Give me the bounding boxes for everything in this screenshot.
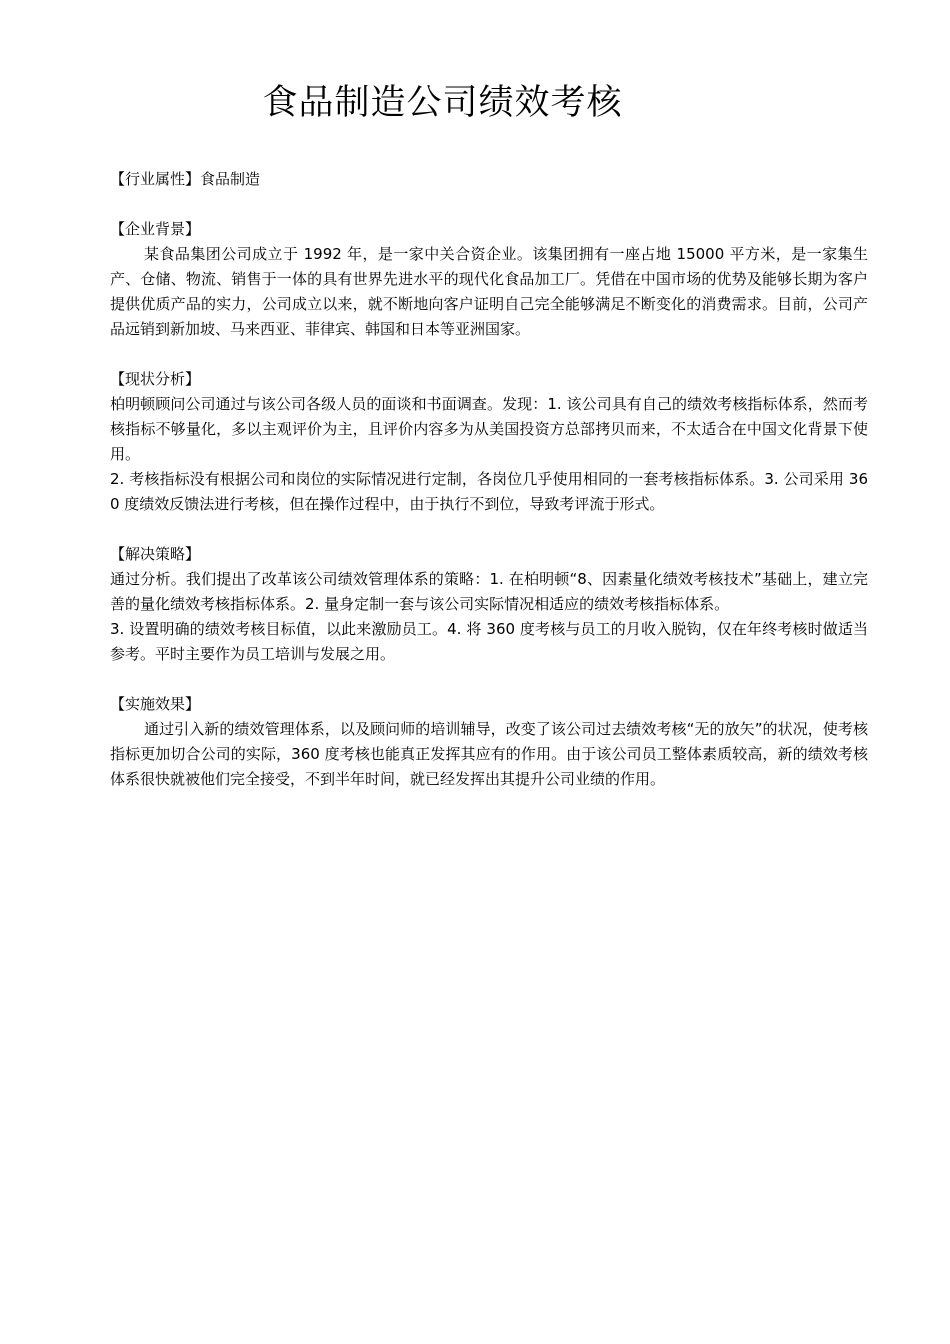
industry-attribute [110,167,868,192]
section-status-analysis [110,367,868,517]
section-paragraph: 某食品集团公司成立于 1992 年，是一家中关合资企业。该集团拥有一座占地 15000 平方米，是一家集生产、仓储、物流、销售于一体的具有世界先进水平的现代化食品加工厂。凭借在中国市场的优势及能够长期为客户提供优质产品的实力，公司成立以来，就不断地向客户证明自己完全能够满足不断变化的消费需求。目前，公司产品远销到新加坡、马来西亚、菲律宾、韩国和日本等亚洲国家。 [110,245,868,338]
section-heading: 【现状分析】 [110,370,201,388]
section-heading: 【企业背景】 [110,220,201,238]
section-spacer [110,667,868,692]
document-body [110,167,868,792]
industry-label: 【行业属性】 [110,170,201,188]
industry-value: 食品制造 [200,170,261,188]
section-spacer [110,342,868,367]
document-title: 食品制造公司绩效考核 [262,83,623,123]
section-implementation-results [110,692,868,792]
section-paragraph: 3. 设置明确的绩效考核目标值，以此来激励员工。4. 将 360 度考核与员工的月收入脱钩，仅在年终考核时做适当参考。平时主要作为员工培训与发展之用。 [110,620,868,663]
section-paragraph: 2. 考核指标没有根据公司和岗位的实际情况进行定制，各岗位几乎使用相同的一套考核指标体系。3. 公司采用 360 度绩效反馈法进行考核，但在操作过程中，由于执行不到位，导致考评流于形式。 [110,470,868,513]
section-spacer [110,192,868,217]
section-company-background [110,217,868,342]
section-heading: 【解决策略】 [110,545,201,563]
section-paragraph: 通过引入新的绩效管理体系，以及顾问师的培训辅导，改变了该公司过去绩效考核“无的放矢”的状况，使考核指标更加切合公司的实际，360 度考核也能真正发挥其应有的作用。由于该公司员工整体素质较高，新的绩效考核体系很快就被他们完全接受，不到半年时间，就已经发挥出其提升公司业绩的作用。 [110,720,868,788]
section-solution-strategy [110,542,868,667]
section-paragraph: 通过分析。我们提出了改革该公司绩效管理体系的策略：1. 在柏明顿“8、因素量化绩效考核技术”基础上，建立完善的量化绩效考核指标体系。2. 量身定制一套与该公司实际情况相适应的绩效考核指标体系。 [110,570,868,613]
section-spacer [110,517,868,542]
section-heading: 【实施效果】 [110,695,201,713]
section-paragraph: 柏明顿顾问公司通过与该公司各级人员的面谈和书面调查。发现：1. 该公司具有自己的绩效考核指标体系，然而考核指标不够量化，多以主观评价为主，且评价内容多为从美国投资方总部拷贝而来，不太适合在中国文化背景下使用。 [110,395,868,463]
